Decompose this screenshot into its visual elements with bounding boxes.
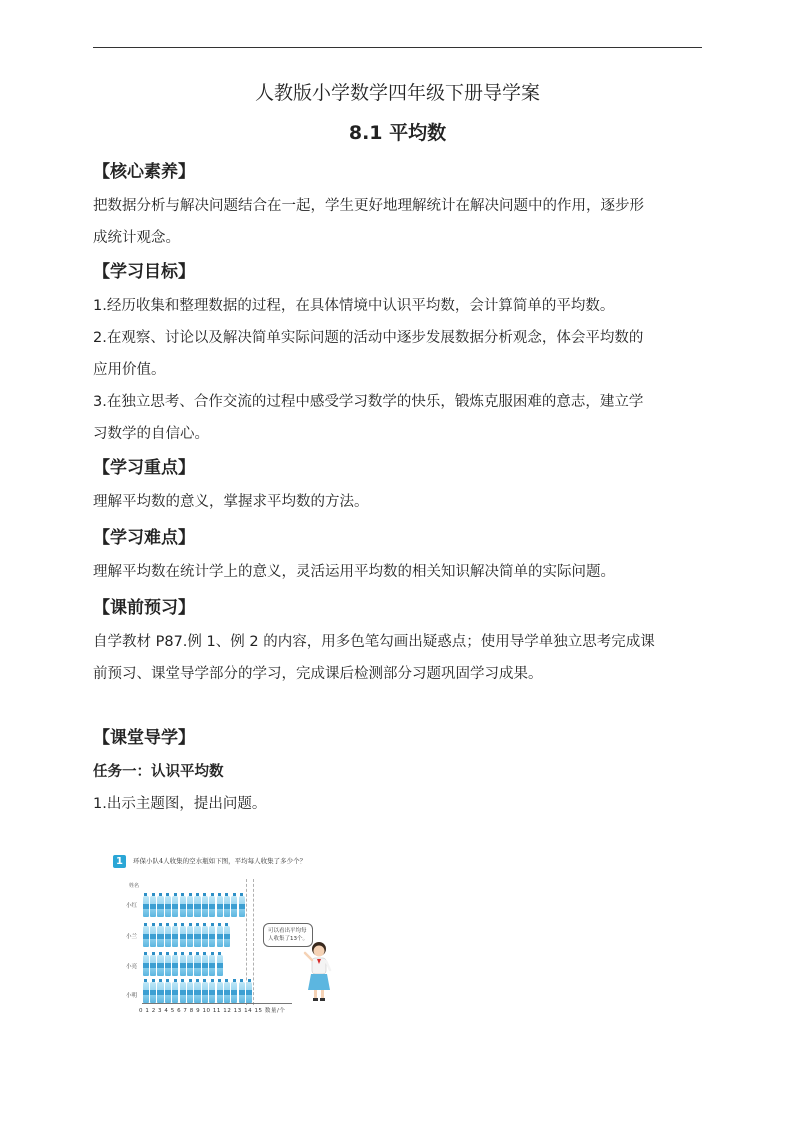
bottle-icon	[209, 979, 216, 1003]
paragraph-line: 自学教材 P87.例 1、例 2 的内容，用多色笔勾画出疑惑点；使用导学单独立思考完成课	[93, 634, 655, 650]
teacher-illustration	[303, 940, 335, 1002]
bottle-icon	[223, 979, 230, 1003]
row-label: 小亮	[126, 964, 138, 970]
bottle-icon	[209, 893, 216, 917]
bottle-icon	[164, 923, 171, 947]
speech-bubble: 可以看出平均每人收集了13个。	[263, 923, 313, 947]
paragraph-line: 1.经历收集和整理数据的过程，在具体情境中认识平均数，会计算简单的平均数。	[93, 298, 615, 314]
paragraph-line: 理解平均数在统计学上的意义，灵活运用平均数的相关知识解决简单的实际问题。	[93, 564, 615, 580]
bottle-icon	[149, 952, 156, 976]
bottle-icon	[194, 923, 201, 947]
section-preview	[93, 596, 702, 690]
paragraph-line: 前预习、课堂导学部分的学习，完成课后检测部分习题巩固学习成果。	[93, 666, 543, 682]
bottle-icon	[149, 979, 156, 1003]
row-label: 小红	[126, 903, 138, 909]
bottle-icon	[149, 923, 156, 947]
bottle-icon	[201, 979, 208, 1003]
bottle-icon	[223, 893, 230, 917]
bottle-icon	[216, 923, 223, 947]
bottle-icon	[223, 923, 230, 947]
paragraph-line: 1.出示主题图，提出问题。	[93, 796, 267, 812]
bottle-icon	[149, 893, 156, 917]
bottle-icon	[142, 979, 149, 1003]
bottle-icon	[216, 893, 223, 917]
document-title: 人教版小学数学四年级下册导学案	[254, 82, 540, 104]
bottle-icon	[209, 952, 216, 976]
axis-label-name: 姓名	[129, 883, 140, 889]
section-heading: 【课堂导学】	[93, 728, 195, 748]
row-label: 小兰	[126, 934, 138, 940]
bottle-icon	[164, 952, 171, 976]
section-heading: 【学习难点】	[93, 528, 195, 548]
header-rule	[93, 47, 702, 48]
section-classroom	[93, 726, 702, 820]
bottle-icon	[172, 893, 179, 917]
paragraph-line: 理解平均数的意义，掌握求平均数的方法。	[93, 494, 369, 510]
bottle-icon	[194, 952, 201, 976]
section-heading: 【课前预习】	[93, 598, 195, 618]
bottle-icon	[186, 979, 193, 1003]
bottle-icon	[194, 893, 201, 917]
bottle-row	[142, 979, 253, 1003]
bottle-icon	[179, 952, 186, 976]
bottle-icon	[209, 923, 216, 947]
bottle-icon	[179, 893, 186, 917]
bottle-icon	[238, 893, 245, 917]
paragraph-line: 习数学的自信心。	[93, 426, 209, 442]
paragraph-line: 3.在独立思考、合作交流的过程中感受学习数学的快乐，锻炼克服困难的意志，建立学	[93, 394, 644, 410]
bottle-icon	[186, 952, 193, 976]
section-heading: 【核心素养】	[93, 162, 195, 182]
bottle-icon	[157, 979, 164, 1003]
bottle-icon	[186, 923, 193, 947]
bottle-icon	[194, 979, 201, 1003]
bottle-icon	[172, 923, 179, 947]
bottle-icon	[186, 893, 193, 917]
section-difficulty	[93, 526, 702, 588]
section-goals	[93, 260, 702, 450]
task-heading: 任务一：认识平均数	[93, 764, 224, 780]
bottle-icon	[201, 923, 208, 947]
bottle-icon	[231, 979, 238, 1003]
example-number-badge: 1	[113, 855, 126, 868]
paragraph-line: 把数据分析与解决问题结合在一起，学生更好地理解统计在解决问题中的作用，逐步形	[93, 198, 644, 214]
bottle-icon	[216, 979, 223, 1003]
guide-line	[253, 879, 254, 1005]
bottle-icon	[179, 923, 186, 947]
bottle-icon	[164, 893, 171, 917]
bottle-icon	[238, 979, 245, 1003]
paragraph-line: 应用价值。	[93, 362, 166, 378]
document-body	[93, 80, 702, 820]
bottle-icon	[216, 952, 223, 976]
section-key	[93, 456, 702, 518]
section-heading: 【学习目标】	[93, 262, 195, 282]
row-label: 小明	[126, 993, 138, 999]
lesson-title: 8.1 平均数	[348, 122, 447, 144]
bottle-icon	[142, 923, 149, 947]
bottle-icon	[172, 952, 179, 976]
bottle-icon	[231, 893, 238, 917]
section-core	[93, 160, 702, 254]
figure-question: 环保小队4人收集的空水瓶如下图，平均每人收集了多少个？	[133, 857, 307, 865]
bottle-icon	[157, 923, 164, 947]
bottle-icon	[201, 893, 208, 917]
bottle-icon	[164, 979, 171, 1003]
bottle-icon	[142, 893, 149, 917]
x-axis-ticks: 0 1 2 3 4 5 6 7 8 9 10 11 12 13 14 15 数量/个	[139, 1008, 286, 1014]
bottle-row	[142, 923, 231, 947]
bottle-icon	[157, 893, 164, 917]
bottle-row	[142, 893, 245, 917]
bottle-row	[142, 952, 223, 976]
bottle-icon	[179, 979, 186, 1003]
bottle-icon	[245, 979, 252, 1003]
paragraph-line: 2.在观察、讨论以及解决简单实际问题的活动中逐步发展数据分析观念，体会平均数的	[93, 330, 644, 346]
bottle-icon	[142, 952, 149, 976]
bottle-icon	[172, 979, 179, 1003]
bottle-icon	[157, 952, 164, 976]
textbook-figure	[113, 855, 343, 1020]
x-axis-line	[142, 1003, 292, 1004]
section-heading: 【学习重点】	[93, 458, 195, 478]
paragraph-line: 成统计观念。	[93, 230, 180, 246]
bottle-icon	[201, 952, 208, 976]
